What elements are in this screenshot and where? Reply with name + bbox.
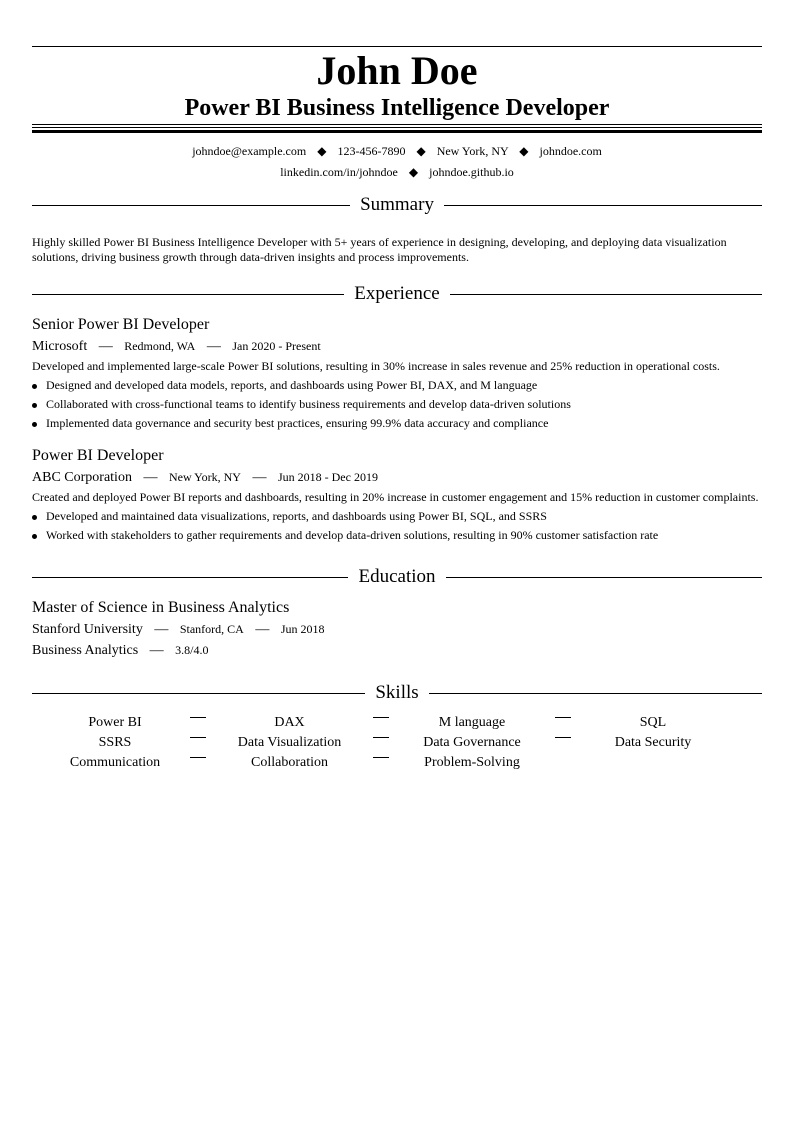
skill-item: Data Security [614,735,692,750]
section-title: Education [358,566,436,587]
dash-separator: — [154,622,169,637]
job-location: Redmond, WA [124,339,196,353]
skills-row [32,713,762,733]
section-title: Experience [354,283,440,304]
diamond-icon: ◆ [408,165,419,179]
candidate-name: John Doe [316,48,478,93]
job-description: Created and deployed Power BI reports and dashboards, resulting in 20% increase in customer engagement and 15% reduction in customer complaints. [32,490,759,504]
dash-separator: — [149,643,164,658]
dash-separator: — [98,339,113,354]
job-bullets [32,507,762,545]
job-dates: Jun 2018 - Dec 2019 [277,470,378,484]
skill-item: Communication [69,755,161,770]
bullet-item: Developed and maintained data visualizations, reports, and dashboards using Power BI, SQL, and SSRS [32,507,762,526]
summary-text: Highly skilled Power BI Business Intelligence Developer with 5+ years of experience in designing, developing, and deploying data visualization solutions, driving business growth through data-driven insights and process improvements. [32,235,727,264]
job-location: New York, NY [168,470,241,484]
education-field: Business Analytics [32,643,139,658]
education-school: Stanford University [32,622,143,637]
contact-website[interactable]: johndoe.com [539,144,602,158]
diamond-icon: ◆ [317,144,327,158]
skills-row [32,753,762,773]
job-entry [32,314,762,433]
experience-heading [32,282,762,306]
job-description: Developed and implemented large-scale Power BI solutions, resulting in 30% increase in sales revenue and 25% reduction in operational costs. [32,359,720,373]
dash-separator: — [252,470,267,485]
education-gpa: 3.8/4.0 [175,643,209,657]
skill-item: Collaboration [251,755,328,770]
bullet-icon [32,534,37,539]
contact-email[interactable]: johndoe@example.com [192,144,307,158]
job-title: Power BI Developer [32,447,164,464]
section-title: Skills [375,682,419,703]
contact-block [32,141,762,183]
summary-heading [32,193,762,217]
skill-item: Problem-Solving [424,755,520,770]
job-meta [32,467,762,488]
dash-separator: — [143,470,158,485]
skills-row [32,733,762,753]
section-title: Summary [360,194,434,215]
education-field-line [32,640,762,661]
education-heading [32,565,762,589]
dash-separator: — [255,622,270,637]
bullet-item: Collaborated with cross-functional teams to identify business requirements and develop data-driven solutions [32,395,762,414]
top-rule [32,46,762,47]
education-date: Jun 2018 [280,622,325,636]
skill-item: SSRS [98,735,132,750]
skill-item [563,753,743,773]
skill-item: SQL [639,715,667,730]
skill-item: DAX [274,715,305,730]
job-company: Microsoft [32,339,88,354]
diamond-icon: ◆ [519,144,529,158]
bullet-icon [32,515,37,520]
job-entry [32,445,762,545]
education-school-line [32,619,762,640]
skill-item: Data Visualization [237,735,342,750]
skills-grid [32,713,762,773]
candidate-title: Power BI Business Intelligence Developer [184,95,610,121]
diamond-icon: ◆ [416,144,426,158]
contact-line-1 [32,141,762,162]
skill-item: Data Governance [423,735,521,750]
contact-github[interactable]: johndoe.github.io [429,165,514,179]
contact-phone[interactable]: 123-456-7890 [337,144,406,158]
skill-item: Power BI [88,715,142,730]
resume-page [32,46,762,773]
bullet-icon [32,403,37,408]
bullet-icon [32,384,37,389]
bullet-item: Designed and developed data models, reports, and dashboards using Power BI, DAX, and M language [32,376,762,395]
job-company: ABC Corporation [32,470,132,485]
contact-location: New York, NY [436,144,509,158]
contact-linkedin[interactable]: linkedin.com/in/johndoe [280,165,398,179]
job-bullets [32,376,762,433]
skills-heading [32,681,762,705]
header-rule [32,124,762,133]
education-degree: Master of Science in Business Analytics [32,599,290,616]
bullet-item: Implemented data governance and security best practices, ensuring 99.9% data accuracy and compliance [32,414,762,433]
job-title: Senior Power BI Developer [32,316,210,333]
dash-separator: — [206,339,221,354]
job-meta [32,336,762,357]
education-location: Stanford, CA [179,622,244,636]
bullet-item: Worked with stakeholders to gather requirements and develop data-driven solutions, resulting in 90% customer satisfaction rate [32,526,762,545]
bullet-icon [32,422,37,427]
skill-item: M language [438,715,506,730]
job-dates: Jan 2020 - Present [232,339,321,353]
contact-line-2 [32,162,762,183]
